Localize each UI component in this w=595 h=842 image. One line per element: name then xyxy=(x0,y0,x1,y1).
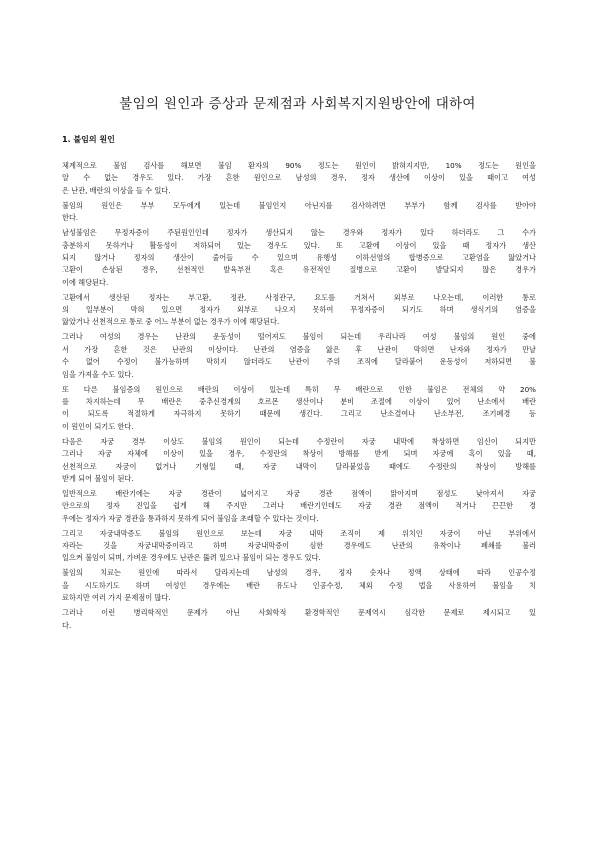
text-line: 다. xyxy=(62,620,72,630)
text-line: 불임의 치료는 원인에 따라서 달라지는데 남성의 경우, 정자 숫자나 정액 상태에 따라 인공수정 xyxy=(62,568,536,578)
text-line: 그러나 이런 병리학적인 문제가 아닌 사회학적 환경학적인 문제역시 심각한 문제로 제시되고 있 xyxy=(62,608,536,618)
text-line: 선천적으로 자궁이 없거나 기형일 때, 자궁 내막이 달라붙었을 때에도 수정란의 착상이 방해를 xyxy=(62,461,536,471)
paragraph xyxy=(62,567,536,604)
text-line: 또 다른 불임증의 원인으로 배란의 이상이 있는데 특히 무 배란으로 인한 불임은 전체의 약 20% xyxy=(62,384,536,394)
text-line: 불임의 원인은 부부 모두에게 있는데 불임인지 아닌지를 검사하려면 부부가 함께 검사를 받아야 xyxy=(62,200,536,210)
text-line: 를 차지하는데 무 배란은 중추신경계의 호르몬 생산이나 분비 조절에 이상이 있어 난소에서 배란 xyxy=(62,397,536,406)
text-line: 그리고 자궁내막증도 불임의 원인으로 보는데 자궁 내막 조직이 제 위치인 자궁이 아닌 부위에서 xyxy=(62,528,536,538)
text-line: 알 수 없는 경우도 있다. 가장 흔한 원인으로 남성의 경우, 정자 생산에 이상이 있을 때이고 여성 xyxy=(62,173,536,183)
text-line: 자라는 것을 자궁내막증이라고 하며 자궁내막증이 심한 경우에도 난관의 유착이나 폐쇄를 불러 xyxy=(62,541,536,551)
text-line: 그러나 여성의 경우는 난관의 운동성이 떨어져도 불임이 되는데 우리나라 여성 불임의 원인 중에 xyxy=(62,332,536,342)
text-line: 안으로의 정자 진입을 쉽게 해 주지만 그러나 배란기인데도 자궁 경관 점액이 적거나 끈끈한 경 xyxy=(62,501,536,511)
text-line: 한다. xyxy=(62,213,79,223)
text-line: 일반적으로 배란기에는 자궁 경관이 넓어지고 자궁 경관 점액이 맑아지며 점성도 낮아져서 자궁 xyxy=(62,488,536,498)
text-line: 체계적으로 불임 검사를 해보면 불임 환자의 90% 정도는 원인이 밝혀지지만, 10% 정도는 원인을 xyxy=(62,161,536,170)
text-line: 이에 해당된다. xyxy=(62,277,109,287)
text-line: 을 시도하기도 하며 여성인 경우에는 배란 유도나 인공수정, 체외 수정 법을 사용하여 불임을 치 xyxy=(62,580,536,590)
text-line: 그러나 자궁 자체에 이상이 있을 경우, 수정란의 착상이 방해를 받게 되며 자궁에 혹이 있을 때, xyxy=(62,449,536,459)
text-line: 받게 되어 불임이 된다. xyxy=(62,473,134,483)
section-heading: 1. 불임의 원인 xyxy=(62,135,115,144)
text-line: 수 없어 수정이 불가능하며 막히지 않더라도 난관이 주위 조직에 달라붙어 운동성이 저하되면 불 xyxy=(62,357,536,367)
paragraph xyxy=(62,160,536,197)
text-line: 고환에서 생산된 정자는 부고환, 정관, 사정관구, 요도를 거쳐서 외부로 나오는데, 이러한 통로 xyxy=(62,292,536,302)
text-line: 남성불임은 무정자증이 주된원인인데 정자가 생산되지 않는 경우와 정자가 있다 하더라도 그 수가 xyxy=(62,228,536,238)
text-line: 일으켜 불임이 되며, 가벼운 경우에도 난관은 뚫려 있으나 불임이 되는 경우도 있다. xyxy=(62,553,321,563)
text-line: 우에는 정자가 자궁 경관을 통과하지 못하게 되어 불임을 초래할 수 있다는 것이다. xyxy=(62,513,319,523)
paragraph xyxy=(62,488,536,525)
text-line: 이 되도록 적절하게 자극하지 못하기 때문에 생긴다. 그리고 난소결여나 난소부전, 조기폐경 등 xyxy=(62,409,536,419)
text-line: 임을 가져올 수도 있다. xyxy=(62,369,134,379)
paragraph xyxy=(62,528,536,565)
text-line: 의 일부분이 막혀 있으면 정자가 외부로 나오지 못하여 무정자증이 되기도 하며 생식기의 염증을 xyxy=(62,305,536,315)
paragraph xyxy=(62,200,536,225)
text-line: 은 난관, 배란의 이상을 들 수 있다. xyxy=(62,185,171,195)
paragraph xyxy=(62,331,536,381)
paragraph xyxy=(62,292,536,329)
text-line: 서 가장 흔한 것은 난관의 이상이다. 난관의 염증을 앓은 후 난관이 막히면 난자와 정자가 만날 xyxy=(62,344,536,354)
paragraph xyxy=(62,436,536,486)
text-line: 앓았거나 선천적으로 통로 중 어느 부분이 없는 경우가 이에 해당된다. xyxy=(62,317,280,327)
paragraph xyxy=(62,607,536,632)
text-line: 되지 않거나 정자의 생산이 줄어들 수 있으며 유행성 이하선염의 합병증으로 고환염을 앓았거나 xyxy=(62,252,536,262)
text-line: 이 원인이 되기도 한다. xyxy=(62,421,134,431)
document-title: 불임의 원인과 증상과 문제점과 사회복지지원방안에 대하여 xyxy=(119,96,476,112)
text-line: 충분하지 못하거나 활동성이 저하되어 있는 경우도 있다. 또 고환에 이상이 있을 때 정자가 생산 xyxy=(62,240,536,250)
document-body xyxy=(62,160,536,635)
paragraph xyxy=(62,227,536,289)
paragraph xyxy=(62,384,536,434)
text-line: 고환이 손상된 경우, 선천적인 발육부전 혹은 유전적인 질병으로 고환이 발달되지 않은 경우가 xyxy=(62,265,536,275)
text-line: 다음은 자궁 경부 이상도 불임의 원인이 되는데 수정란이 자궁 내막에 착상하면 임신이 되지만 xyxy=(62,436,536,446)
text-line: 료하지만 여러 가지 문제점이 많다. xyxy=(62,593,171,603)
